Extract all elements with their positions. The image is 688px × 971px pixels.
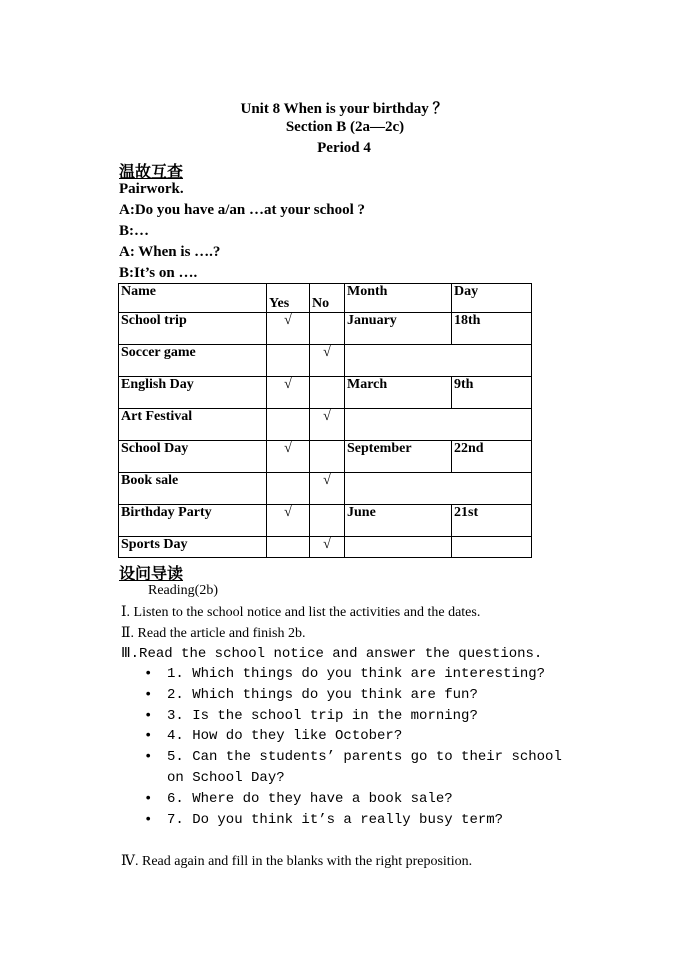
cell-no: √ [310,537,345,558]
cell-month [345,537,452,558]
dialog-line-2: B:… [119,223,149,239]
cell-month: June [345,505,452,537]
cell-month: September [345,441,452,473]
document-title: Unit 8 When is your birthday ？ [240,101,448,117]
cell-yes [267,537,310,558]
header-yes: Yes [267,284,310,313]
bullet: • [144,707,153,724]
cell-no: √ [310,409,345,441]
cell-name: Soccer game [119,345,267,377]
bullet: • [144,790,153,807]
cell-yes [267,345,310,377]
section-subtitle: Section B (2a—2c) [285,119,405,135]
bullet: • [144,749,153,766]
period-label: Period 4 [317,140,371,156]
table-row [119,473,532,505]
table-row [119,377,532,409]
list-item [140,664,580,685]
question-text: 1. Which things do you think are interesting? [167,666,546,682]
header-name: Name [119,284,267,313]
cell-no: √ [310,473,345,505]
table-header-row [119,284,532,313]
cell-day: 21st [452,505,532,537]
cell-yes [267,473,310,505]
question-text: 5. Can the students’ parents go to their school on School Day? [167,749,562,786]
step-4: Ⅳ. Read again and fill in the blanks with the right preposition. [121,854,473,869]
header-day: Day [452,284,532,313]
table-row [119,441,532,473]
cell-empty [345,345,532,377]
question-text: 6. Where do they have a book sale? [167,790,453,807]
header-month: Month [345,284,452,313]
activities-table [118,283,532,558]
cell-yes [267,409,310,441]
cell-no: √ [310,345,345,377]
step-1: Ⅰ. Listen to the school notice and list the activities and the dates. [121,605,481,620]
bullet: • [144,666,153,682]
bullet: • [144,728,153,745]
reading-label: Reading(2b) [148,583,218,598]
list-item [140,789,580,810]
step-2: Ⅱ. Read the article and finish 2b. [121,626,306,641]
cell-name: Art Festival [119,409,267,441]
cell-month: March [345,377,452,409]
cell-day: 18th [452,313,532,345]
list-item [140,685,580,706]
step-3: Ⅲ.Read the school notice and answer the questions. [121,646,543,662]
cell-yes: √ [267,377,310,409]
question-text: 3. Is the school trip in the morning? [167,707,478,724]
cell-empty [345,409,532,441]
dialog-line-1: A:Do you have a/an …at your school ? [119,202,365,218]
header-no: No [310,284,345,313]
review-heading: 温故互查 [119,162,184,181]
list-item [140,810,580,831]
list-item [140,706,580,727]
question-list [140,664,580,830]
question-text: 4. How do they like October? [167,728,403,745]
table-row [119,505,532,537]
guide-heading: 设问导读 [119,564,184,583]
dialog-line-4: B:It’s on …. [119,265,198,281]
cell-name: Sports Day [119,537,267,558]
table-row [119,409,532,441]
bullet: • [144,811,153,828]
cell-name: Book sale [119,473,267,505]
cell-name: Birthday Party [119,505,267,537]
bullet: • [144,686,153,703]
cell-no [310,505,345,537]
cell-name: School Day [119,441,267,473]
cell-yes: √ [267,505,310,537]
cell-day: 22nd [452,441,532,473]
cell-empty [345,473,532,505]
cell-name: English Day [119,377,267,409]
cell-month: January [345,313,452,345]
cell-day: 9th [452,377,532,409]
cell-day [452,537,532,558]
cell-no [310,441,345,473]
list-item [140,726,580,747]
table-row [119,537,532,558]
question-text: 7. Do you think it’s a really busy term? [167,811,504,828]
dialog-line-3: A: When is ….? [119,244,221,260]
list-item [140,747,580,789]
cell-yes: √ [267,441,310,473]
cell-no [310,377,345,409]
cell-yes: √ [267,313,310,345]
cell-no [310,313,345,345]
pairwork-label: Pairwork. [119,181,184,197]
table-row [119,345,532,377]
question-text: 2. Which things do you think are fun? [167,686,478,703]
table-row [119,313,532,345]
cell-name: School trip [119,313,267,345]
